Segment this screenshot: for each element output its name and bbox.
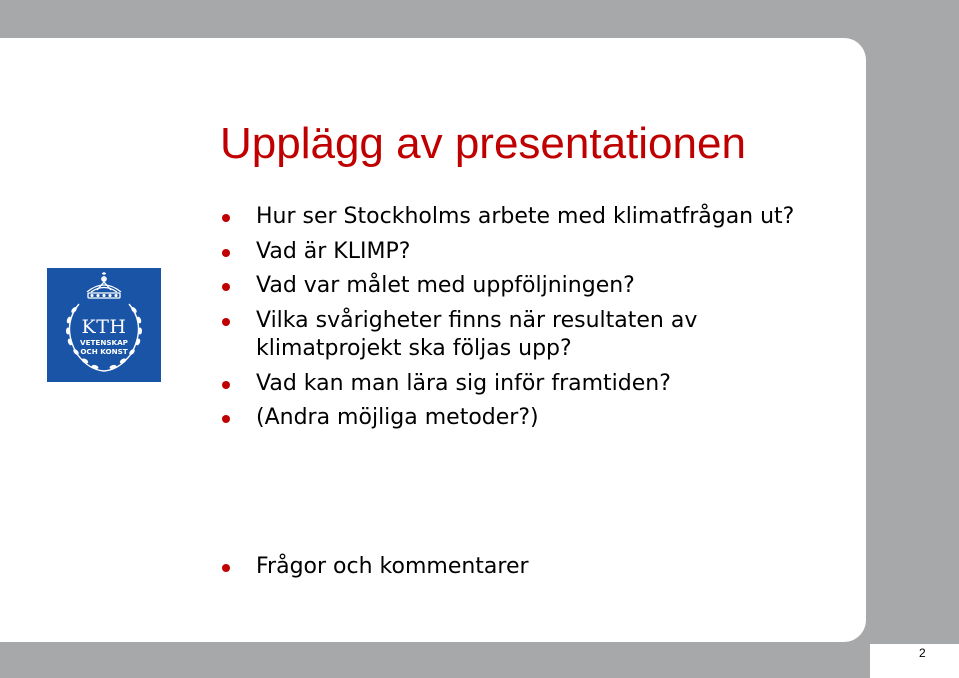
- logo-line2: OCH KONST: [80, 347, 128, 356]
- list-item: [220, 307, 820, 364]
- bullet-list: [220, 203, 820, 439]
- bullet-dot-icon: [222, 283, 230, 291]
- slide-title: Upplägg av presentationen: [220, 119, 746, 168]
- list-item: [220, 404, 820, 433]
- list-item: [220, 238, 820, 267]
- right-frame-band: [866, 38, 959, 642]
- list-item-text: Hur ser Stockholms arbete med klimatfrågan ut?: [256, 204, 795, 229]
- list-item: [220, 272, 820, 301]
- bullet-dot-icon: [222, 214, 230, 222]
- list-item-text: Vilka svårigheter finns när resultaten av klimatprojekt ska följas upp?: [256, 307, 698, 361]
- bullet-dot-icon: [222, 249, 230, 257]
- closing-bullet: [220, 553, 529, 582]
- bullet-dot-icon: [222, 415, 230, 423]
- kth-crest-icon: [47, 268, 161, 382]
- list-item-text: Vad kan man lära sig inför framtiden?: [256, 370, 671, 396]
- footer-corner: [870, 644, 959, 678]
- list-item: [220, 553, 529, 582]
- list-item: [220, 370, 820, 399]
- logo-main-text: KTH: [81, 316, 127, 338]
- page-number: 2: [919, 646, 926, 660]
- bullet-dot-icon: [222, 564, 230, 572]
- list-item-text: Vad var målet med uppföljningen?: [256, 273, 635, 298]
- bullet-dot-icon: [222, 381, 230, 389]
- logo-line1: VETENSKAP: [80, 338, 128, 347]
- kth-logo: [47, 268, 161, 382]
- list-item-text: (Andra möjliga metoder?): [256, 405, 539, 430]
- list-item-text: Vad är KLIMP?: [256, 238, 411, 264]
- list-item: [220, 203, 820, 232]
- list-item-text: Frågor och kommentarer: [256, 554, 529, 579]
- bullet-dot-icon: [222, 318, 230, 326]
